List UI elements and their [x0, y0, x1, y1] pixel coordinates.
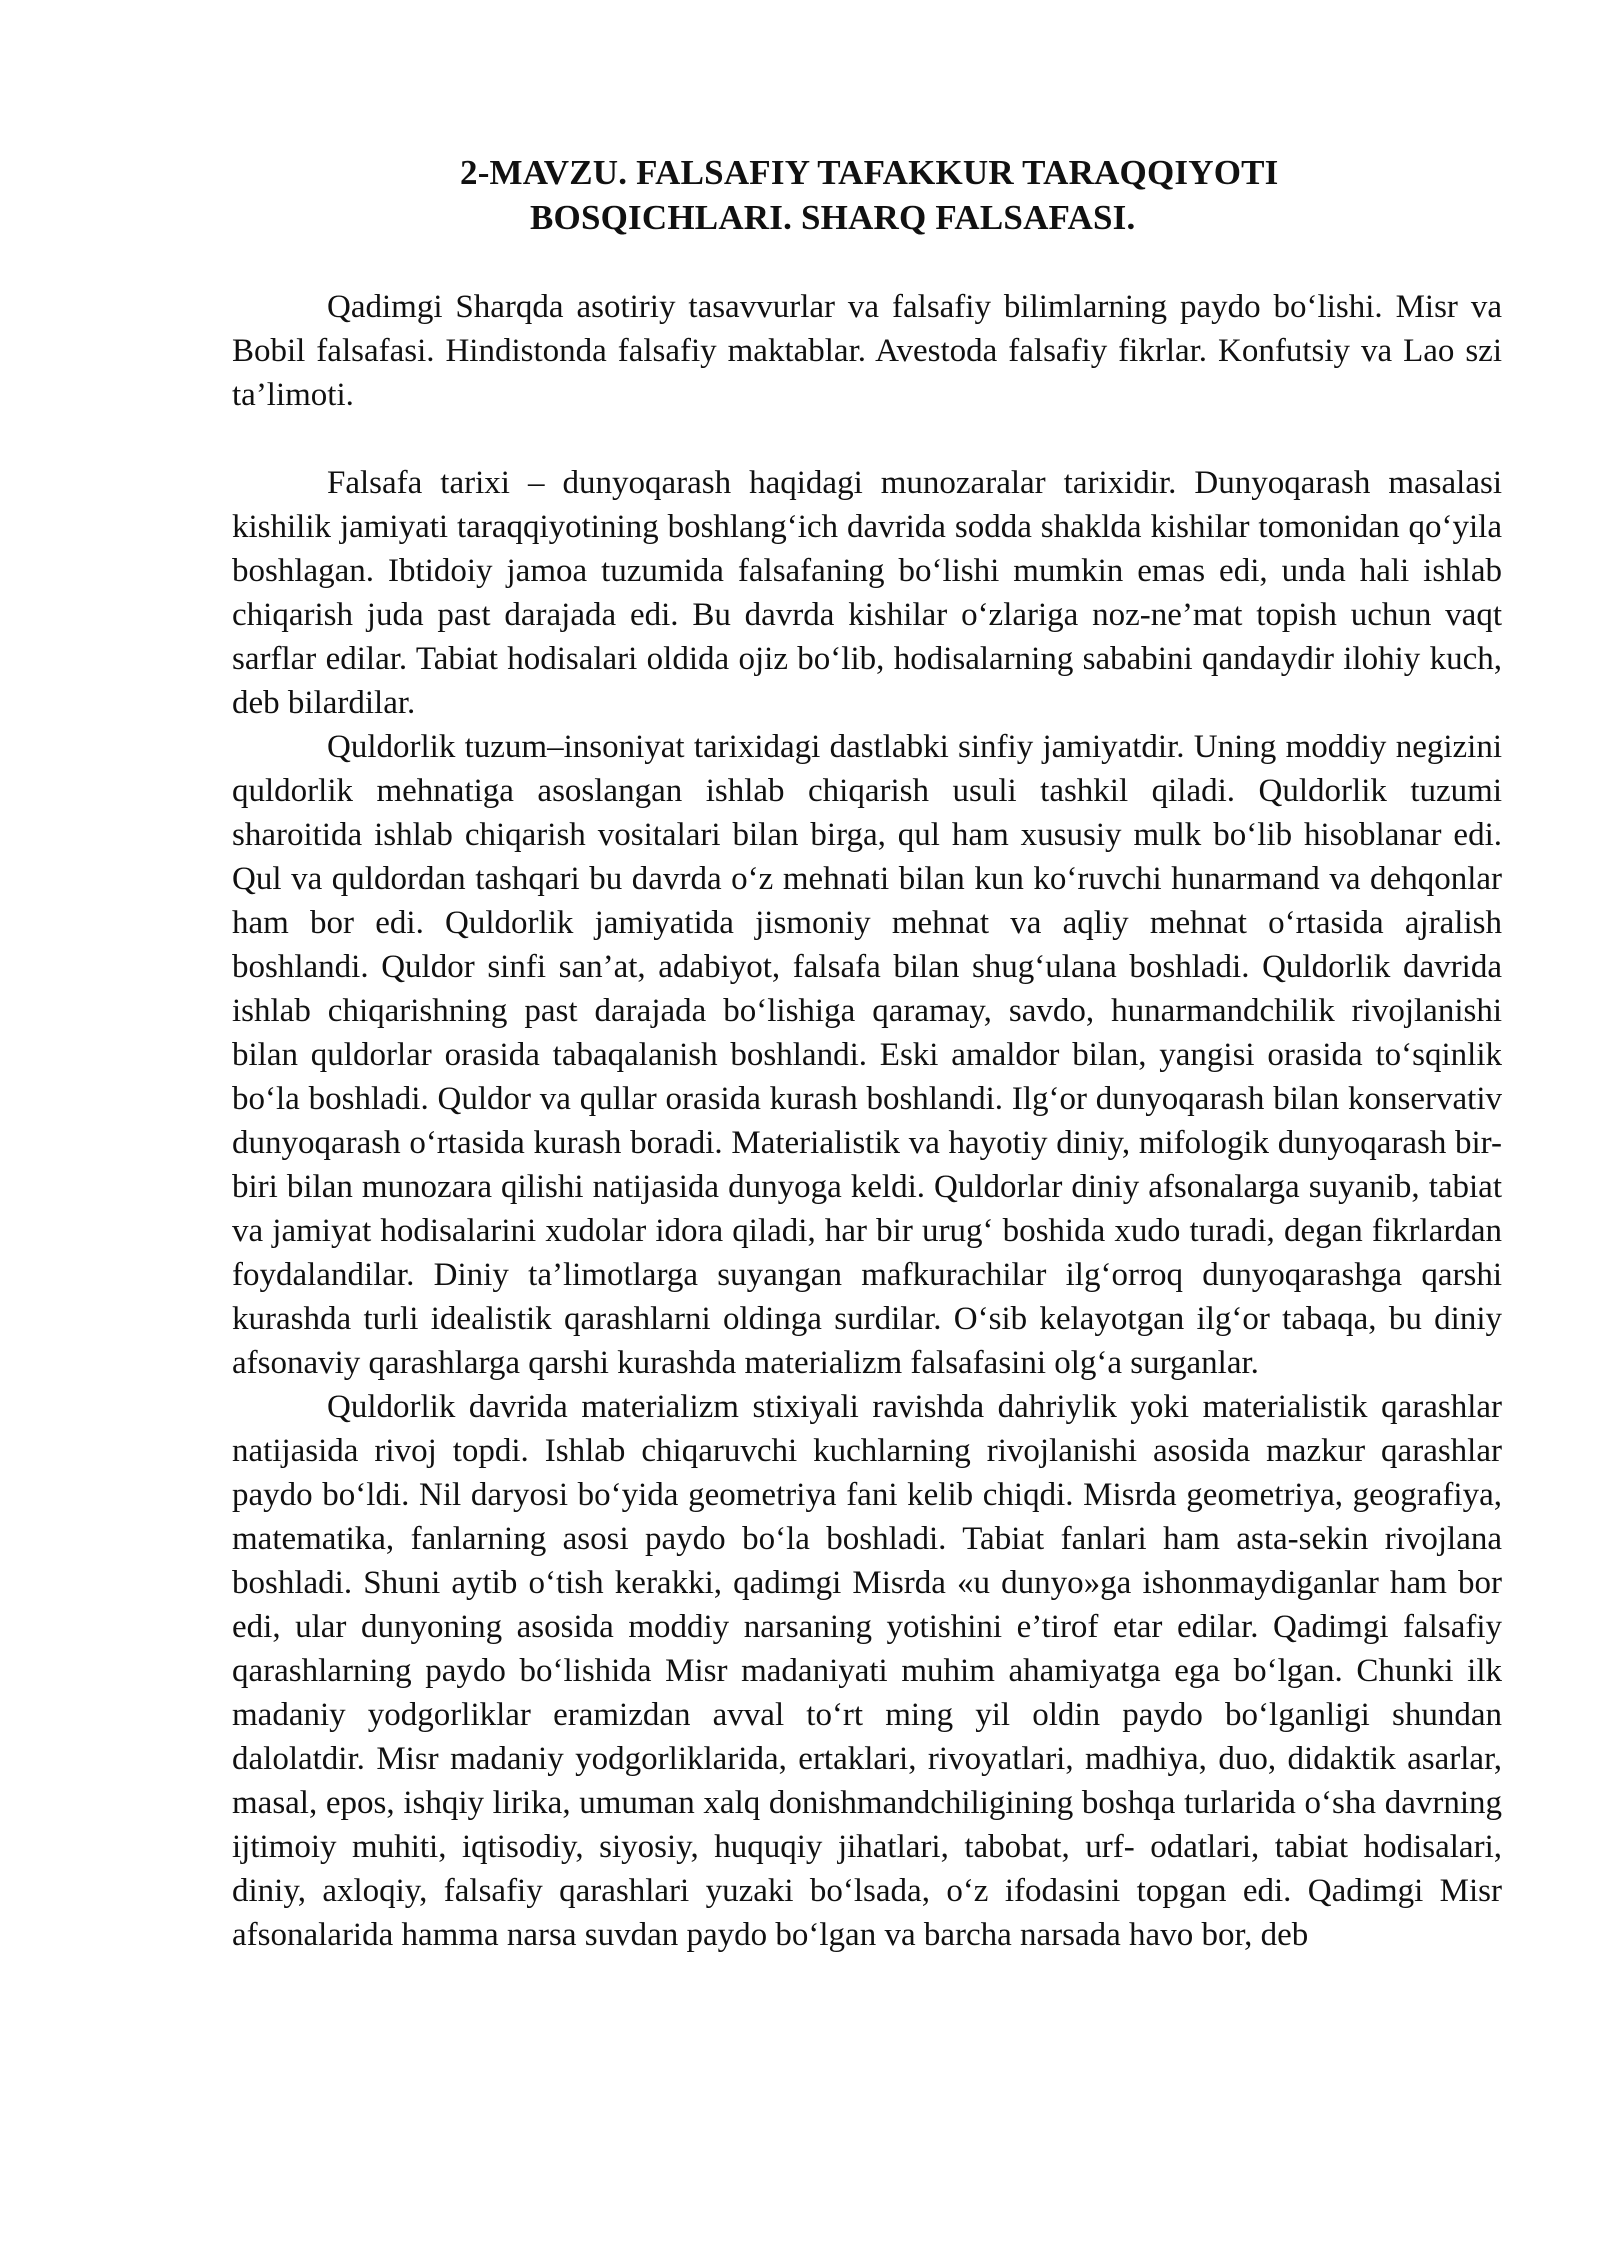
body-paragraph-1: Falsafa tarixi – dunyoqarash haqidagi munozaralar tarixidir. Dunyoqarash masalasi kishilik jamiyati taraqqiyotining boshlang‘ich davrida sodda shaklda kishilar tomonidan qo‘yila boshlagan. Ibtidoiy jamoa tuzumida falsafaning bo‘lishi mumkin emas edi, unda hali ishlab chiqarish juda past darajada edi. Bu davrda kishilar o‘zlariga noz-ne’mat topish uchun vaqt sarflar edilar. Tabiat hodisalari oldida ojiz bo‘lib, hodisalarning sababini qandaydir ilohiy kuch, deb bilardilar.: [232, 465, 1502, 721]
body-paragraph-3: Quldorlik davrida materializm stixiyali ravishda dahriylik yoki materialistik qarashlar natijasida rivoj topdi. Ishlab chiqaruvchi kuchlarning rivojlanishi asosida mazkur qarashlar paydo bo‘ldi. Nil daryosi bo‘yida geometriya fani kelib chiqdi. Misrda geometriya, geografiya, matematika, fanlarning asosi paydo bo‘la boshladi. Tabiat fanlari ham asta-sekin rivojlana boshladi. Shuni aytib o‘tish kerakki, qadimgi Misrda «u dunyo»ga ishonmaydiganlar ham bor edi, ular dunyoning asosida moddiy narsaning yotishini e’tirof etar edilar. Qadimgi falsafiy qarashlarning paydo bo‘lishida Misr madaniyati muhim ahamiyatga ega bo‘lgan. Chunki ilk madaniy yodgorliklar eramizdan avval to‘rt ming yil oldin paydo bo‘lganligi shundan dalolatdir. Misr madaniy yodgorliklarida, ertaklari, rivoyatlari, madhiya, duo, didaktik asarlar, masal, epos, ishqiy lirika, umuman xalq donishmandchiligining boshqa turlarida o‘sha davrning ijtimoiy muhiti, iqtisodiy, siyosiy, huquqiy jihatlari, tabobat, urf- odatlari, tabiat hodisalari, diniy, axloqiy, falsafiy qarashlari yuzaki bo‘lsada, o‘z ifodasini topgan edi. Qadimgi Misr afsonalarida hamma narsa suvdan paydo bo‘lgan va barcha narsada havo bor, deb: [232, 1389, 1502, 1953]
document-body: [232, 285, 1502, 1957]
title-line-1: 2-MAVZU. FALSAFIY TAFAKKUR TARAQQIYOTI: [460, 153, 1279, 192]
topic-summary-paragraph: Qadimgi Sharqda asotiriy tasavvurlar va falsafiy bilimlarning paydo bo‘lishi. Misr va Bobil falsafasi. Hindistonda falsafiy maktablar. Avestoda falsafiy fikrlar. Konfutsiy va Lao szi ta’limoti.: [232, 289, 1502, 413]
title-line-2: BOSQICHLARI. SHARQ FALSAFASI.: [530, 198, 1136, 237]
paragraph-spacer: [232, 417, 1502, 461]
page-title: [440, 150, 1400, 240]
body-paragraph-2: Quldorlik tuzum–insoniyat tarixidagi dastlabki sinfiy jamiyatdir. Uning moddiy negizini quldorlik mehnatiga asoslangan ishlab chiqarish usuli tashkil qiladi. Quldorlik tuzumi sharoitida ishlab chiqarish vositalari bilan birga, qul ham xususiy mulk bo‘lib hisoblanar edi. Qul va quldordan tashqari bu davrda o‘z mehnati bilan kun ko‘ruvchi hunarmand va dehqonlar ham bor edi. Quldorlik jamiyatida jismoniy mehnat va aqliy mehnat o‘rtasida ajralish boshlandi. Quldor sinfi san’at, adabiyot, falsafa bilan shug‘ulana boshladi. Quldorlik davrida ishlab chiqarishning past darajada bo‘lishiga qaramay, savdo, hunarmandchilik rivojlanishi bilan quldorlar orasida tabaqalanish boshlandi. Eski amaldor bilan, yangisi orasida to‘sqinlik bo‘la boshladi. Quldor va qullar orasida kurash boshlandi. Ilg‘or dunyoqarash bilan konservativ dunyoqarash o‘rtasida kurash boradi. Materialistik va hayotiy diniy, mifologik dunyoqarash bir-biri bilan munozara qilishi natijasida dunyoga keldi. Quldorlar diniy afsonalarga suyanib, tabiat va jamiyat hodisalarini xudolar idora qiladi, har bir urug‘ boshida xudo turadi, degan fikrlardan foydalandilar. Diniy ta’limotlarga suyangan mafkurachilar ilg‘orroq dunyoqarashga qarshi kurashda turli idealistik qarashlarni oldinga surdilar. O‘sib kelayotgan ilg‘or tabaqa, bu diniy afsonaviy qarashlarga qarshi kurashda materializm falsafasini olg‘a surganlar.: [232, 729, 1502, 1381]
